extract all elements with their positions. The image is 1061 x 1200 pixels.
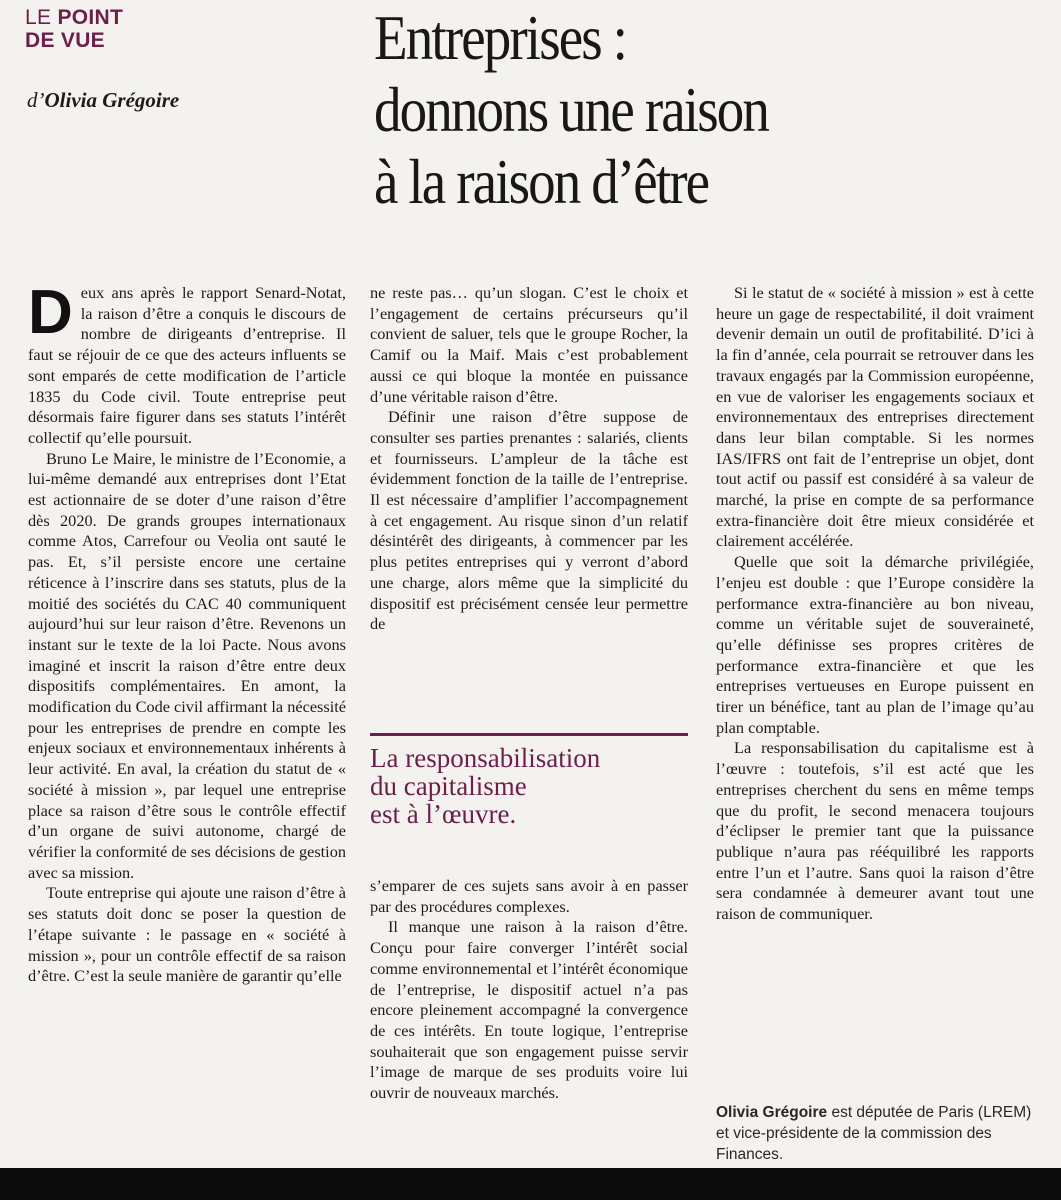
rubric-word-point: POINT (57, 6, 124, 29)
article-paragraph: Définir une raison d’être suppose de consulter ses parties prenantes : salariés, clients et fournisseurs. L’ampleur de la tâche est évidemment fonction de la taille de l’entreprise. Il est nécessaire d’amplifier l’accompagnement à cet engagement. Au risque sinon d’un relatif désintérêt des dirigeants, à commencer par les plus petites entreprises qui y verront d’abord une charge, alors même que la simplicité du dispositif est précisément censée leur permettre de (370, 407, 688, 634)
article-column-3 (716, 283, 1034, 925)
byline (27, 88, 179, 113)
article-paragraph: s’emparer de ces sujets sans avoir à en passer par des procédures complexes. (370, 876, 688, 916)
article-paragraph (28, 278, 346, 449)
author-note-name: Olivia Grégoire (716, 1104, 828, 1121)
headline-line-2: donnons une raison (374, 74, 768, 145)
author-note-text: est députée de Paris (LREM) et vice-présidente de la commission des Finances. (716, 1104, 1032, 1163)
headline-line-3: à la raison d’être (374, 146, 709, 217)
article-paragraph: Il manque une raison à la raison d’être. Conçu pour faire converger l’intérêt social comme environnemental et l’intérêt économique de l’entreprise, le dispositif actuel n’a pas encore pleinement accompagné la convergence de ces intérêts. En toute logique, l’entreprise souhaiterait que son engagement puisse servir l’image de marque de ses produits voire lui ouvrir de nouveaux marchés. (370, 917, 688, 1103)
pull-quote-line-3: est à l’œuvre. (370, 799, 517, 829)
byline-prefix: d’ (27, 88, 45, 112)
drop-cap: D (28, 278, 73, 347)
article-column-2 (370, 283, 688, 635)
screen-bottom-bar (0, 1168, 1061, 1200)
rubric-prefix: LE (25, 6, 52, 29)
article-column-1 (28, 278, 346, 987)
paragraph-text: eux ans après le rapport Senard-Notat, la raison d’être a conquis le discours de nombre de dirigeants d’entreprise. Il faut se réjouir de ce que des acteurs influents se sont emparés de cette modification de l’article 1835 du Code civil. Toute entreprise peut désormais faire figurer dans ses statuts l’intérêt collectif qu’elle poursuit. (28, 283, 346, 447)
rubric-word-de-vue: DE VUE (25, 29, 105, 52)
headline-line-1: Entreprises : (374, 2, 627, 73)
author-note (716, 1102, 1034, 1165)
article-paragraph: Bruno Le Maire, le ministre de l’Economie, a lui-même demandé aux entreprises dont l’Etat est actionnaire de se doter d’une raison d’être dès 2020. De grands groupes internationaux comme Atos, Carrefour ou Veolia ont sauté le pas. Et, s’il persiste encore une certaine réticence à l’inscrire dans ses statuts, plus de la moitié des sociétés du CAC 40 communiquent aujourd’hui sur leur raison d’être. Revenons un instant sur le texte de la loi Pacte. Nous avons imaginé et inscrit la raison d’être entre deux dispositifs complémentaires. En amont, la modification du Code civil affirmant la nécessité pour les entreprises de prendre en compte les enjeux sociaux et environnementaux inhérents à leur activité. En aval, la création du statut de « société à mission », par lequel une entreprise place sa raison d’être sous le contrôle effectif d’un organe de suivi autonome, chargé de vérifier la conformité de ses décisions de gestion avec sa mission. (28, 448, 346, 882)
article-paragraph: La responsabilisation du capitalisme est à l’œuvre : toutefois, s’il est acté que les entreprises cherchent du sens en même temps que du profit, le second menacera toujours d’éclipser le premier tant que la puissance publique n’aura pas rééquilibré les rapports entre l’un et l’autre. Sans quoi la raison d’être sera condamnée à demeurer avant tout une raison de communiquer. (716, 738, 1034, 924)
pull-quote (370, 733, 688, 828)
article-column-2-continued (370, 876, 688, 1104)
article-paragraph: Quelle que soit la démarche privilégiée, l’enjeu est double : que l’Europe considère la performance extra-financière au bon niveau, comme un véritable sujet de souveraineté, qu’elle définisse ses propres critères de performance extra-financière et que les entreprises vertueuses en Europe puissent en tirer un bénéfice, tant au plan de l’image qu’au plan comptable. (716, 552, 1034, 737)
article-paragraph: Si le statut de « société à mission » est à cette heure un gage de respectabilité, il doit vraiment devenir demain un outil de profitabilité. D’ici à la fin d’année, cela pourrait se retrouver dans les travaux engagés par la Commission européenne, en vue de valoriser les engagements sociaux et environnementaux des entreprises directement dans leur bilan comptable. Si les normes IAS/IFRS ont fait de l’entreprise un objet, dont tout actif ou passif est considéré à sa valeur de marché, la prise en compte de sa performance extra-financière doit être mieux considérée et clairement accélérée. (716, 283, 1034, 551)
section-rubric (25, 6, 123, 52)
pull-quote-line-1: La responsabilisation (370, 743, 601, 773)
headline (374, 2, 959, 218)
byline-author: Olivia Grégoire (44, 88, 180, 112)
pull-quote-line-2: du capitalisme (370, 771, 527, 801)
article-paragraph: Toute entreprise qui ajoute une raison d’être à ses statuts doit donc se poser la question de l’étape suivante : le passage en « société à mission », pour un contrôle effectif de sa raison d’être. C’est la seule manière de garantir qu’elle (28, 883, 346, 986)
article-paragraph: ne reste pas… qu’un slogan. C’est le choix et l’engagement de certains précurseurs qu’il convient de saluer, tels que le groupe Rocher, la Camif ou la Maif. Mais c’est probablement aussi ce qui bloque la montée en puissance d’une véritable raison d’être. (370, 283, 688, 406)
